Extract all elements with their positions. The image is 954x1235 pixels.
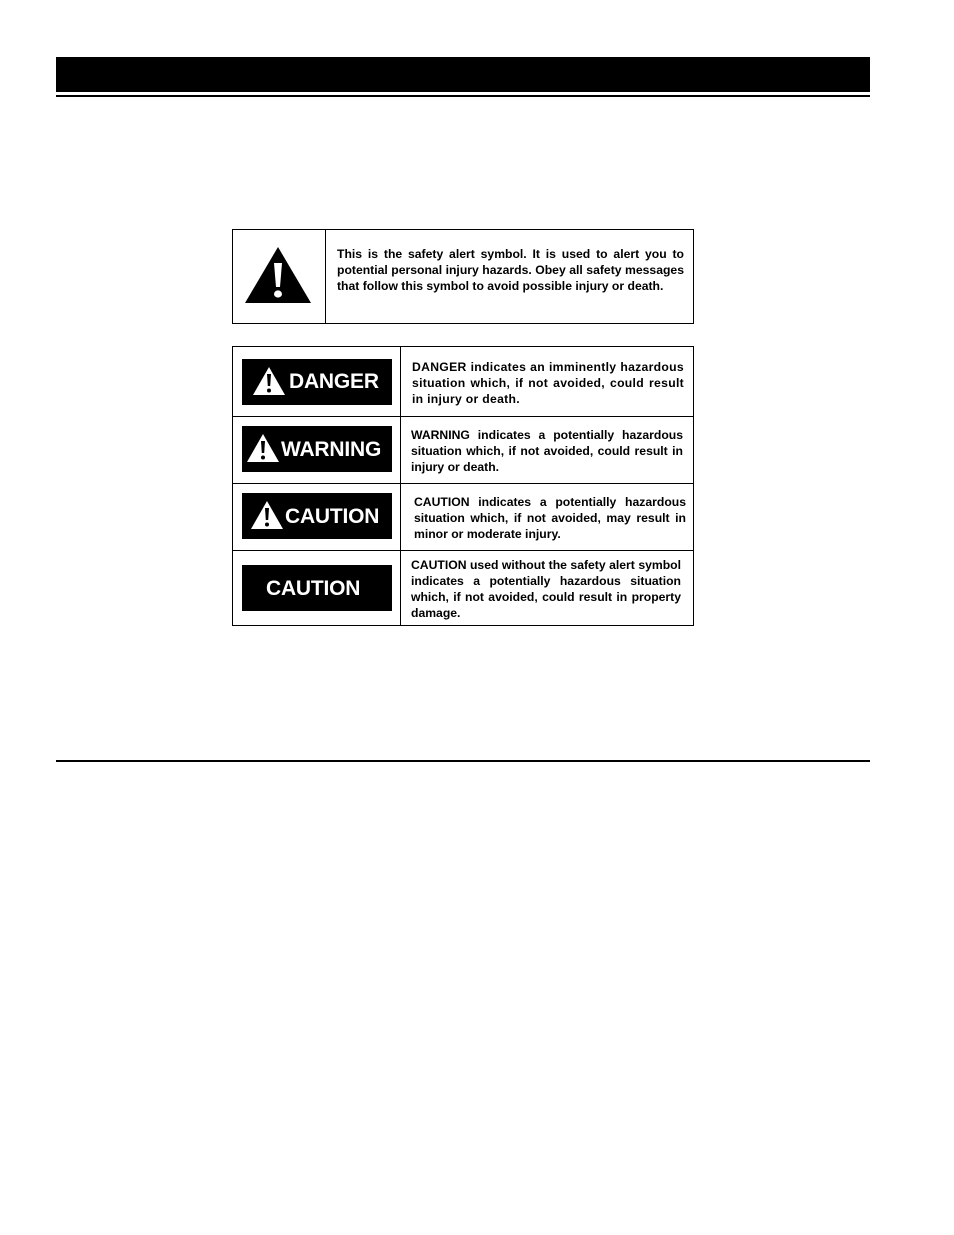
signal-row-caution-alert [233, 484, 693, 551]
signal-row-danger [233, 347, 693, 417]
danger-description: DANGER indicates an imminently hazardous situation which, if not avoided, could result in injury or death. [412, 360, 684, 406]
warning-label-text: WARNING [281, 438, 382, 461]
danger-signal-label [242, 359, 392, 405]
caution-signal-label [242, 565, 392, 611]
header-rule [56, 95, 870, 97]
header-bar [56, 57, 870, 92]
signal-word-table [232, 346, 694, 626]
safety-alert-triangle-icon [243, 245, 313, 305]
caution-label-text: CAUTION [266, 577, 361, 600]
alert-triangle-icon [252, 366, 286, 396]
warning-signal-label [242, 426, 392, 472]
caution-alert-description: CAUTION indicates a potentially hazardous situation which, if not avoided, may result in minor or moderate injury. [414, 495, 686, 541]
danger-label-text: DANGER [289, 370, 379, 393]
safety-alert-description: This is the safety alert symbol. It is used to alert you to potential personal injury hazards. Obey all safety messages that follow this symbol to avoid possible injury or death. [337, 247, 684, 293]
signal-table-divider [400, 347, 401, 625]
caution-description: CAUTION used without the safety alert symbol indicates a potentially hazardous situation which, if not avoided, could result in property damage. [411, 558, 681, 620]
warning-description: WARNING indicates a potentially hazardous situation which, if not avoided, could result in injury or death. [411, 428, 683, 474]
safety-alert-box [232, 229, 694, 324]
caution-alert-signal-label [242, 493, 392, 539]
signal-row-warning [233, 417, 693, 484]
caution-alert-label-text: CAUTION [285, 505, 380, 528]
safety-alert-symbol-cell [233, 230, 326, 323]
signal-row-caution [233, 551, 693, 625]
alert-triangle-icon [250, 500, 284, 530]
alert-triangle-icon [246, 433, 280, 463]
section-rule [56, 760, 870, 762]
